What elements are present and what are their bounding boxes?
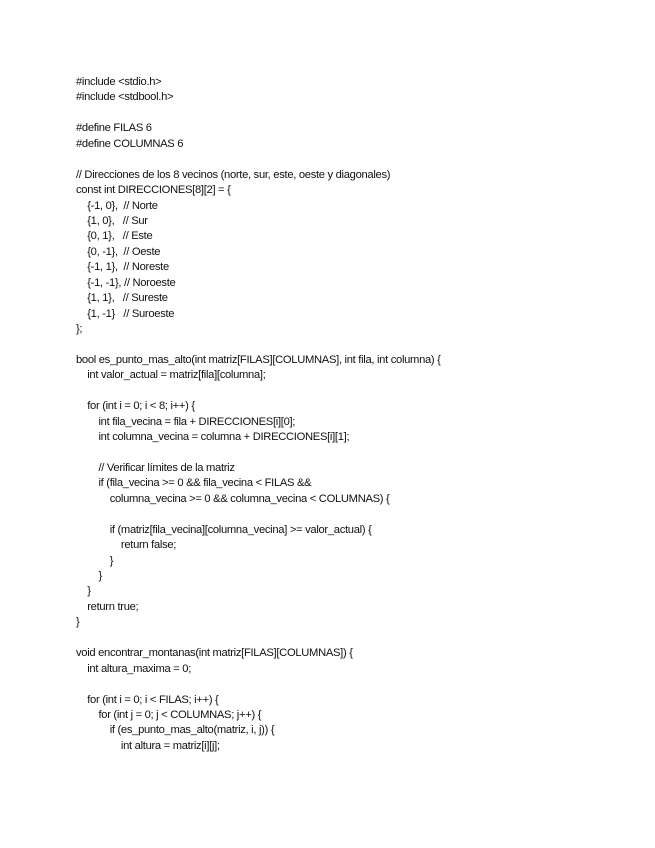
code-line: void encontrar_montanas(int matriz[FILAS][COLUMNAS]) { — [76, 647, 353, 660]
code-line: }; — [76, 323, 83, 335]
code-line: return true; — [76, 600, 139, 613]
code-line: const int DIRECCIONES[8][2] = { — [76, 184, 231, 197]
code-line: #include <stdio.h> — [76, 76, 162, 88]
code-line: {1, 1}, // Sureste — [76, 292, 168, 305]
code-line: } — [76, 616, 80, 629]
code-line: int altura = matriz[i][j]; — [76, 739, 220, 752]
code-line: int valor_actual = matriz[fila][columna]; — [76, 369, 266, 382]
code-line: {-1, 1}, // Noreste — [76, 261, 169, 274]
code-line: {0, 1}, // Este — [76, 230, 153, 243]
code-line: } — [76, 554, 114, 567]
code-line: #include <stdbool.h> — [76, 91, 174, 104]
code-line: for (int i = 0; i < FILAS; i++) { — [76, 693, 219, 706]
code-line: for (int j = 0; j < COLUMNAS; j++) { — [76, 708, 262, 721]
code-line: // Direcciones de los 8 vecinos (norte, sur, este, oeste y diagonales) — [76, 168, 391, 181]
code-line: #define COLUMNAS 6 — [76, 137, 184, 150]
code-line: for (int i = 0; i < 8; i++) { — [76, 400, 195, 413]
code-line: #define FILAS 6 — [76, 122, 152, 135]
code-line: int fila_vecina = fila + DIRECCIONES[i][0]; — [76, 415, 296, 428]
code-line — [76, 631, 441, 646]
code-line: // Verificar límites de la matriz — [76, 461, 235, 474]
code-line — [76, 337, 441, 352]
code-line: {-1, -1}, // Noroeste — [76, 276, 176, 289]
code-line — [76, 507, 441, 522]
code-line: if (fila_vecina >= 0 && fila_vecina < FILAS && — [76, 477, 312, 490]
code-line: bool es_punto_mas_alto(int matriz[FILAS][COLUMNAS], int fila, int columna) { — [76, 353, 441, 366]
code-line — [76, 446, 441, 461]
code-line: {-1, 0}, // Norte — [76, 199, 158, 212]
code-line: return false; — [76, 539, 177, 552]
code-line: {1, -1} // Suroeste — [76, 307, 175, 320]
code-line: int columna_vecina = columna + DIRECCIONES[i][1]; — [76, 431, 350, 444]
code-line — [76, 152, 441, 167]
code-line: {1, 0}, // Sur — [76, 214, 148, 227]
code-line: if (matriz[fila_vecina][columna_vecina] >= valor_actual) { — [76, 523, 372, 536]
code-line: if (es_punto_mas_alto(matriz, i, j)) { — [76, 724, 275, 737]
code-line: } — [76, 570, 102, 582]
code-line: columna_vecina >= 0 && columna_vecina < COLUMNAS) { — [76, 492, 390, 505]
code-listing — [76, 75, 441, 754]
code-line: int altura_maxima = 0; — [76, 662, 192, 675]
code-line — [76, 677, 441, 692]
code-line: } — [76, 585, 91, 598]
code-line — [76, 106, 441, 121]
code-line: {0, -1}, // Oeste — [76, 245, 161, 258]
code-line — [76, 384, 441, 399]
